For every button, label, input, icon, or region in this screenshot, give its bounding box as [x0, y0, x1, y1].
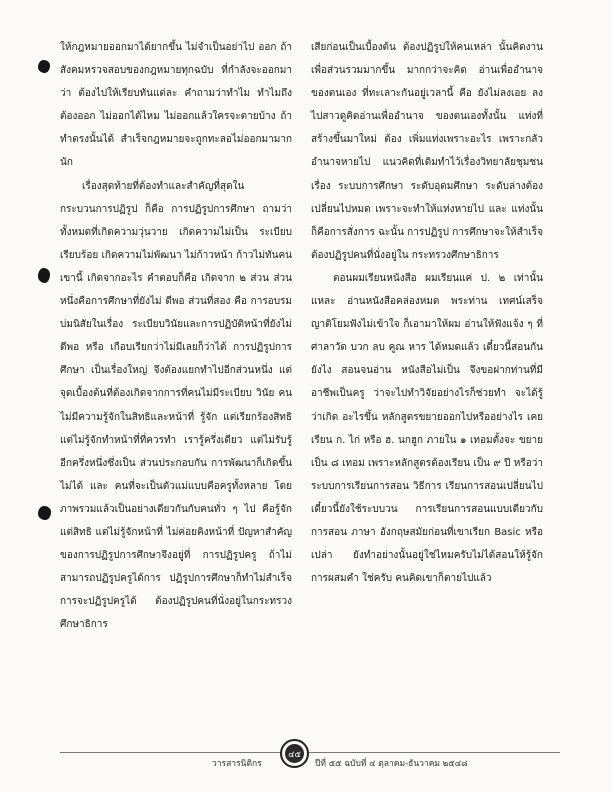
paragraph-personal-story: ตอนผมเรียนหนังสือ ผมเรียนแค่ ป. ๒ เท่านั้นแหละ อ่านหนังสือคล่องหมด พระท่าน เทศน์เสร็จ ญาติโยมฟังไม่เข้าใจ ก็เอามาให้ผม อ่านให้ฟังแจ้ง ๆ ที่ศาลาวัด บวก ลบ คูณ หาร ได้หมดแล้ว เดี๋ยวนี้สอนกันยังไง สอนจนอ่าน หนังสือไม่เป็น จึงขอฝากท่านที่มีอาชีพเป็นครู ว่าจะไปทำวิจัยอย่างไรก็ช่วยทำ จะได้รู้ว่าเกิด อะไรขึ้น หลักสูตรขยายออกไปหรืออย่างไร เคย เรียน ก. ไก่ หรือ ฮ. นกฮูก ภายใน ๑ เทอมตั้งจะ ขยายเป็น ๘ เทอม เพราะหลักสูตรต้องเรียน เป็น ๙ ปี หรือว่าระบบการเรียนการสอน วิธีการ เรียนการสอนเปลี่ยนไป เดี๋ยวนี้ยังใช้ระบบวน การเรียนการสอนแบบเดียวกับการสอน ภาษา อังกฤษสมัยก่อนที่เขาเรียก Basic หรือเปล่า ยังทำอย่างนั้นอยู่ใช่ไหมครับไม่ได้สอนให้รู้จัก การผสมคำ ใช่ครับ คนคิดเขาก็ตายไปแล้ว	[311, 272, 543, 585]
ink-blot-2	[38, 268, 50, 283]
footer-rule	[60, 752, 560, 753]
paragraph-intro: ให้กฎหมายออกมาได้ยากขึ้น ไม่จำเป็นอย่าไป ออก ถ้าสังคมหรวจสอบของกฎหมายทุกฉบับ ที่กำลังจะออกมาว่า ต้องไปให้เรียบทันแต่ละ คำถามว่าทำไม ทำไมถึงต้องออก ไม่ออกได้ไหม ไม่ออกแล้วใครจะตายบ้าง ถ้าทำตรงนั้นได้ สำเร็จกฎหมายจะถูกทะลอไม่ออกมามากนัก	[60, 42, 292, 169]
ink-blot-1	[38, 60, 50, 73]
left-text-column	[60, 36, 292, 636]
issue-info: ปีที่ ๕๕ ฉบับที่ ๔ ตุลาคม-ธันวาคม ๒๕๔๘	[315, 759, 468, 769]
page-number-badge	[280, 739, 309, 768]
ink-blot-3	[38, 506, 51, 520]
journal-name: วารสารนิติกร	[212, 759, 262, 769]
right-text-column	[311, 36, 543, 590]
page-number: ๔๕	[285, 744, 304, 763]
paragraph-education-reform: เรื่องสุดท้ายที่ต้องทำและสำคัญที่สุดใน กระบวนการปฏิรูป ก็คือ การปฏิรูปการศึกษา ถามว่าทั้งหมดที่เกิดความวุ่นวาย เกิดความไม่เป็น ระเบียบเรียบร้อย เกิดความไม่พัฒนา ไม่ก้าวหน้า ก้าวไม่ทันคนเขานี้ เกิดจากอะไร คำตอบก็คือ เกิดจาก ๒ ส่วน ส่วนหนึ่งคือการศึกษาที่ยังไม่ ดีพอ ส่วนที่สอง คือ การอบรมบ่มนิสัยในเรื่อง ระเบียบวินัยและการปฏิบัติหน้าที่ยังไม่ดีพอ หรือ เกือบเรียกว่าไม่มีเลยก็ว่าได้ การปฏิรูปการศึกษา เป็นเรื่องใหญ่ จึงต้องแยกทำไปอีกส่วนหนึ่ง แต่ จุดเบื้องต้นที่ต้องเกิดจากการที่คนไม่มีระเบียบ วินัย คนไม่มีความรู้จักในสิทธิและหน้าที่ รู้จัก แต่เรียกร้องสิทธิ แต่ไม่รู้จักทำหน้าที่ที่ควรทำ เรารู้ครึ่งเดียว แต่ไม่รับรู้อีกครึ่งหนึ่งซึ่งเป็น ส่วนประกอบกัน การพัฒนาก็เกิดขึ้นไม่ได้ และ คนที่จะเป็นตัวแม่แบบคือครูทั้งหลาย โดย ภาพรวมแล้วเป็นอย่างเดียวกันกับคนทั่ว ๆ ไป คือรู้จักแต่สิทธิ แต่ไม่รู้จักหน้าที่ ไม่ค่อยคิงหน้าที่ ปัญหาสำคัญของการปฏิรูปการศึกษาจึงอยู่ที่ การปฏิรูปครู ถ้าไม่สามารถปฏิรูปครูได้การ ปฏิรูปการศึกษาก็ทำไม่สำเร็จ การจะปฏิรูปครูได้ ต้องปฏิรูปคนที่นั่งอยู่ในกระทรวงศึกษาธิการ	[60, 180, 292, 631]
paragraph-ministry-reform: เสียก่อนเป็นเบื้องต้น ต้องปฏิรูปให้คนเหล่า นั้นคิดงานเพื่อส่วนรวมมากขึ้น มากกว่าจะคิด อ่านเพื่ออำนาจของตนเอง ที่ทะเลาะกันอยู่เวลานี้ คือ ยังไม่ลงเอย ลงไปสาวดูคิดอ่านเพื่ออำนาจ ของตนเองทั้งนั้น แท่งที่สร้างขึ้นมาใหม่ ต้อง เพิ่มแท่งเพราะอะไร เพราะกลัวอำนาจหายไป แนวคิดที่เดิมทำไว้เรื่องวิทยาลัยชุมชน เรื่อง ระบบการศึกษา ระดับอุดมศึกษา ระดับล่างต้อง เปลี่ยนไปหมด เพราะจะทำให้แท่งหายไป และ แท่งนั้นก็คือการสั่งการ ฉะนั้น การปฏิรูป การศึกษาจะให้สำเร็จต้องปฏิรูปคนที่นั่งอยู่ใน กระทรวงศึกษาธิการ	[311, 42, 543, 261]
